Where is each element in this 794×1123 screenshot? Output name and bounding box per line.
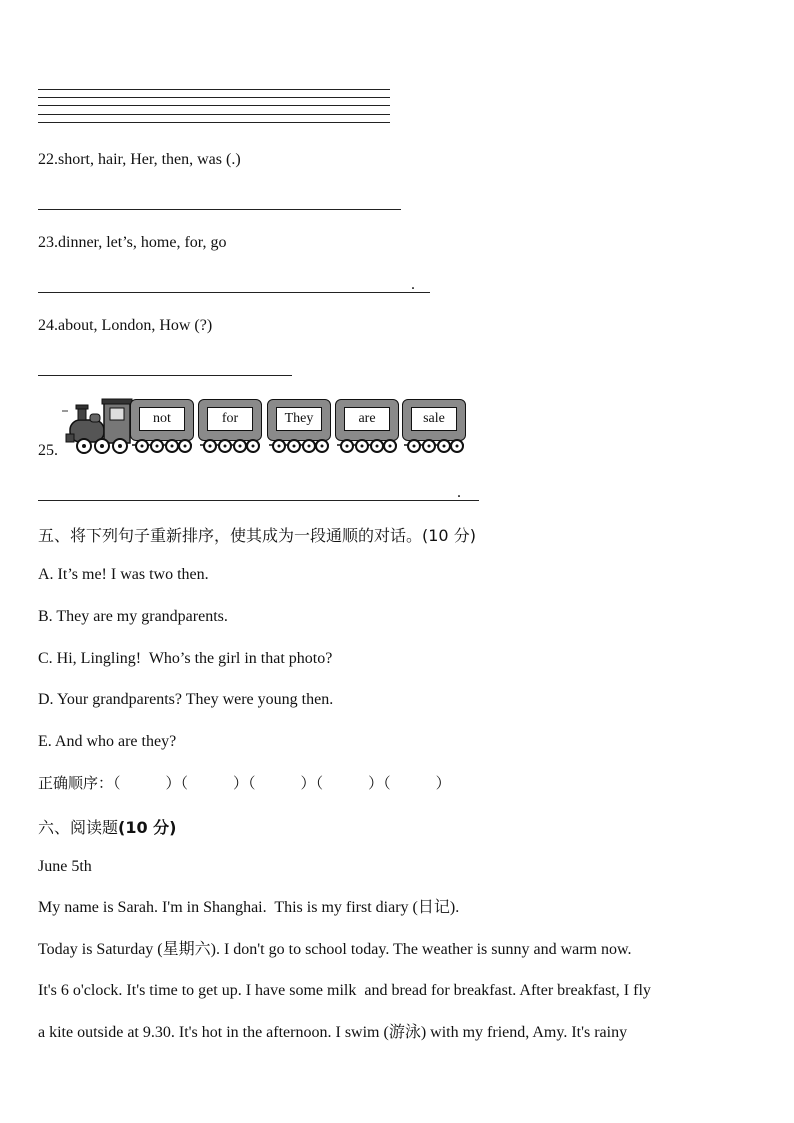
train-word: They (284, 411, 314, 426)
carriage-word-box (411, 407, 457, 431)
writing-line-1 (38, 89, 390, 90)
section-6-score: (10 分) (118, 818, 177, 837)
sentence-b: B. They are my grandparents. (38, 608, 228, 625)
section-6-title: 六、阅读题 (38, 818, 119, 837)
carriage-wheels (200, 438, 260, 454)
order-slot-4[interactable]: （ ） (315, 774, 384, 792)
answer-period: . (411, 276, 415, 293)
carriage-wheels (404, 438, 464, 454)
locomotive-icon (62, 399, 132, 453)
sentence-a: A. It’s me! I was two then. (38, 566, 209, 583)
carriage-5 (402, 398, 466, 454)
question-24 (38, 316, 212, 336)
carriage-wheels (132, 438, 192, 454)
train-word: not (153, 411, 171, 426)
carriage-word-box (344, 407, 390, 431)
answer-line-25[interactable] (38, 500, 479, 501)
answer-line-24[interactable] (38, 375, 292, 376)
writing-line-2 (38, 97, 390, 98)
diary-date: June 5th (38, 858, 92, 875)
carriage-word-box (276, 407, 322, 431)
question-number: 23. (38, 234, 58, 251)
answer-line-22[interactable] (38, 209, 401, 210)
carriage-4 (335, 398, 399, 454)
carriage-1 (130, 398, 194, 454)
carriage-2 (198, 398, 262, 454)
carriage-3 (267, 398, 331, 454)
correct-order-row (38, 772, 451, 793)
carriage-word-box (139, 407, 185, 431)
carriage-wheels (269, 438, 329, 454)
train-carriages (130, 398, 470, 454)
writing-line-5 (38, 122, 390, 123)
train-word: for (221, 411, 239, 426)
carriage-word-box (207, 407, 253, 431)
answer-line-23[interactable] (38, 292, 430, 293)
train-word: sale (423, 411, 445, 426)
order-slot-2[interactable]: （ ） (180, 774, 249, 792)
diary-line-3: It's 6 o'clock. It's time to get up. I have some milk and bread for breakfast. After breakfast, I fly (38, 982, 651, 999)
sentence-e: E. And who are they? (38, 733, 177, 750)
order-slot-3[interactable]: （ ） (248, 774, 316, 792)
diary-line-1: My name is Sarah. I'm in Shanghai. This is my first diary (日记). (38, 899, 460, 916)
question-words: dinner, let’s, home, for, go (58, 234, 227, 251)
question-words: short, hair, Her, then, was (.) (58, 151, 241, 168)
question-words: about, London, How (?) (58, 317, 213, 334)
section-5-heading: 五、将下列句子重新排序，使其成为一段通顺的对话。(10 分) (38, 526, 476, 545)
section-6-heading (38, 815, 176, 838)
question-number: 22. (38, 151, 58, 168)
diary-line-4: a kite outside at 9.30. It's hot in the afternoon. I swim (游泳) with my friend, Amy. It's rainy (38, 1024, 628, 1041)
order-label: 正确顺序： (38, 774, 114, 792)
carriage-wheels (337, 438, 397, 454)
writing-line-3 (38, 105, 390, 106)
question-22 (38, 150, 241, 170)
order-slot-5[interactable]: （ ） (383, 774, 451, 792)
answer-period: . (457, 484, 461, 501)
question-number: 24. (38, 317, 58, 334)
diary-line-2: Today is Saturday (星期六). I don't go to school today. The weather is sunny and warm now. (38, 941, 632, 958)
question-25-number: 25. (38, 442, 58, 459)
train-word: are (358, 411, 376, 426)
order-slot-1[interactable]: （ ） (113, 774, 181, 792)
sentence-d: D. Your grandparents? They were young then. (38, 691, 334, 708)
sentence-c: C. Hi, Lingling! Who’s the girl in that photo? (38, 650, 333, 667)
question-23 (38, 233, 226, 253)
writing-line-4 (38, 114, 390, 115)
